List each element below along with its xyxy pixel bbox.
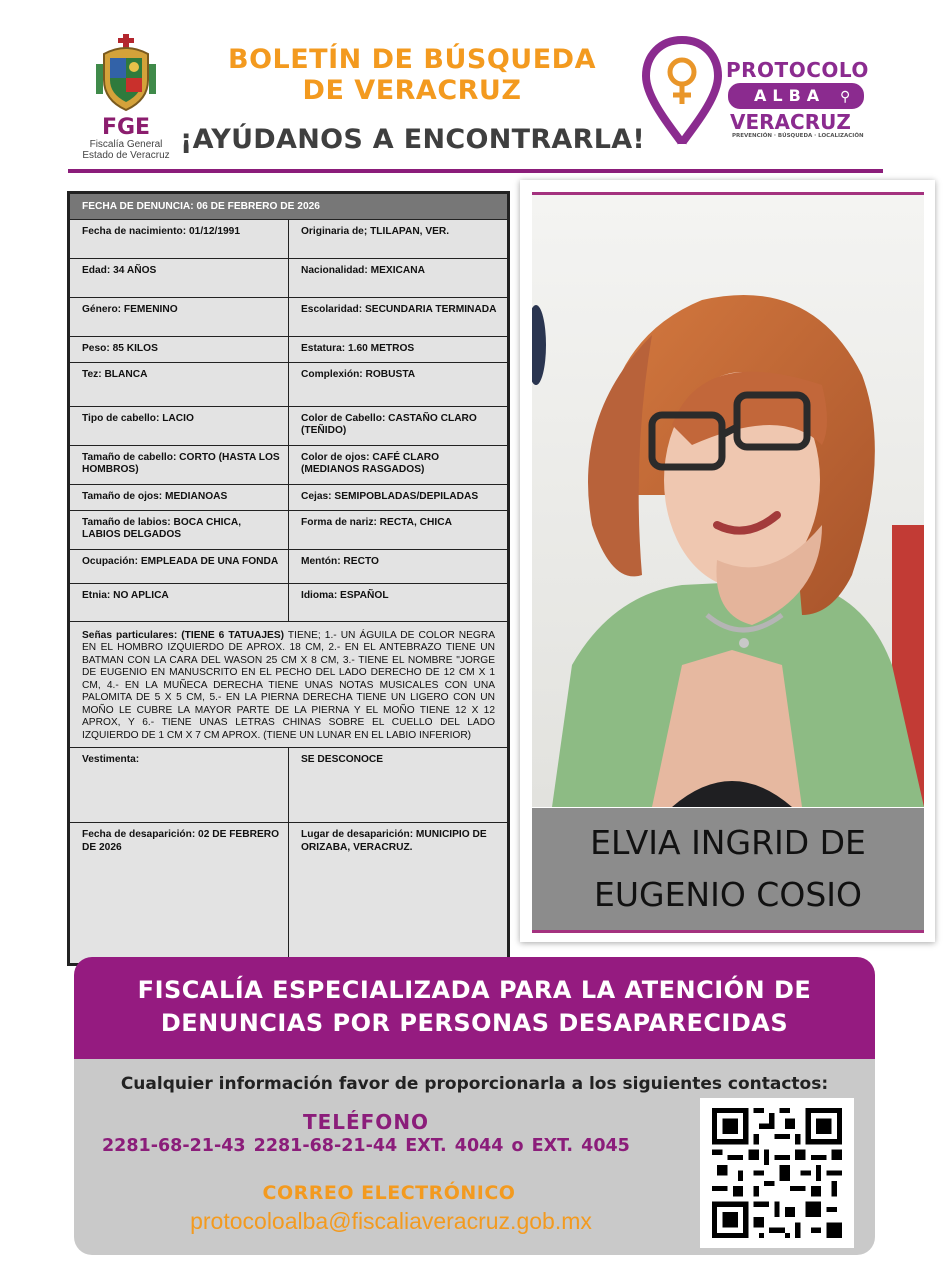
location-pin-venus-icon xyxy=(642,36,722,148)
qr-code[interactable] xyxy=(700,1098,854,1248)
schooling: Escolaridad: SECUNDARIA TERMINADA xyxy=(289,297,508,336)
build: Complexión: ROBUSTA xyxy=(289,362,508,406)
person-name-line1: ELVIA INGRID DE xyxy=(590,823,866,862)
missing-person-photo xyxy=(532,192,924,807)
header-divider xyxy=(68,169,883,173)
person-info-table xyxy=(67,191,510,966)
occupation: Ocupación: EMPLEADA DE UNA FONDA xyxy=(70,549,289,583)
origin: Originaria de; TLILAPAN, VER. xyxy=(289,219,508,258)
clothing-label: Vestimenta: xyxy=(70,748,289,823)
email-label: CORREO ELECTRÓNICO xyxy=(262,1182,516,1204)
bulletin-title-line2: DE VERACRUZ xyxy=(302,75,522,106)
weight: Peso: 85 KILOS xyxy=(70,336,289,362)
eye-color: Color de ojos: CAFÉ CLARO (MEDIANOS RASGADOS) xyxy=(289,445,508,484)
gender: Género: FEMENINO xyxy=(70,297,289,336)
age: Edad: 34 AÑOS xyxy=(70,258,289,297)
distinguishing-marks-label: Señas particulares: (TIENE 6 TATUAJES) xyxy=(82,629,285,641)
height: Estatura: 1.60 METROS xyxy=(289,336,508,362)
person-name xyxy=(532,808,924,933)
email-address[interactable]: protocoloalba@fiscaliaveracruz.gob.mx xyxy=(190,1208,592,1234)
ethnicity: Etnia: NO APLICA xyxy=(70,583,289,621)
bulletin-title xyxy=(212,44,612,106)
clothing-value: SE DESCONOCE xyxy=(289,748,508,823)
help-title: ¡AYÚDANOS A ENCONTRARLA! xyxy=(180,124,646,155)
birth-date: Fecha de nacimiento: 01/12/1991 xyxy=(70,219,289,258)
protocolo-word: PROTOCOLO xyxy=(726,58,869,82)
disappearance-place: Lugar de desaparición: MUNICIPIO DE ORIZABA, VERACRUZ. xyxy=(289,823,508,964)
fge-logo xyxy=(78,34,174,161)
phone-label: TELÉFONO xyxy=(302,1110,430,1134)
fiscalia-banner xyxy=(74,957,875,1059)
fge-name-line2: Estado de Veracruz xyxy=(82,150,170,161)
person-name-line2: EUGENIO COSIO xyxy=(594,875,862,914)
chin: Mentón: RECTO xyxy=(289,549,508,583)
fge-name-line1: Fiscalía General xyxy=(89,139,163,150)
distinguishing-marks-text: TIENE; 1.- UN ÁGUILA DE COLOR NEGRA EN EL HOMBRO IZQUIERDO DE APROX. 18 CM, 2.- EN EL ANTEBRAZO TIENE UN BATMAN CON LA CARA DEL WASON 25 CM X 8 CM, 3.- TIENE EL NOMBRE "JORGE DE EUGENIO EN MANUSCRITO EN EL PECHO DEL LADO DERECHO DE 12 CM X 1 CM, 4.- EN LA MUÑECA DERECHA TIENE UNAS NOTAS MUSICALES CON UNA PALOMITA DE 5 X 5 CM, 5.- EN LA PIERNA DERECHA TIENE UN LIGERO CON UN MOÑO LE CUBRE LA MAYOR PARTE DE LA PIERNA Y EL MOÑO TIENE 12 X 12 APROX, Y 6.- TIENE UNAS LETRAS CHINAS SOBRE EL CUELLO DEL LADO IZQUIERDO DE 1 CM X 7 CM APROX. (TIENE UN LUNAR EN EL LABIO INFERIOR) xyxy=(82,629,495,741)
contact-intro: Cualquier información favor de proporcionarla a los siguientes contactos: xyxy=(120,1074,829,1094)
language: Idioma: ESPAÑOL xyxy=(289,583,508,621)
distinguishing-marks xyxy=(70,621,508,748)
eye-size: Tamaño de ojos: MEDIANOAS xyxy=(70,484,289,510)
fiscalia-banner-line2: DENUNCIAS POR PERSONAS DESAPARECIDAS xyxy=(160,1009,789,1037)
fge-name xyxy=(78,139,174,161)
protocol-tagline: PREVENCIÓN · BÚSQUEDA · LOCALIZACIÓN xyxy=(732,133,864,139)
phone-numbers: 2281-68-21-43 2281-68-21-44 EXT. 4044 o EXT. 4045 xyxy=(102,1136,630,1156)
fiscalia-banner-line1: FISCALÍA ESPECIALIZADA PARA LA ATENCIÓN DE xyxy=(137,976,812,1004)
veracruz-coat-of-arms-icon xyxy=(96,34,156,112)
alba-word: ALBA xyxy=(754,86,826,105)
magnifier-icon: ⚲ xyxy=(840,88,851,104)
alba-pill xyxy=(728,83,864,109)
lip-size: Tamaño de labios: BOCA CHICA, LABIOS DELGADOS xyxy=(70,510,289,549)
report-date: FECHA DE DENUNCIA: 06 DE FEBRERO DE 2026 xyxy=(70,194,508,220)
photo-card xyxy=(520,180,935,942)
hair-length: Tamaño de cabello: CORTO (HASTA LOS HOMBROS) xyxy=(70,445,289,484)
hair-type: Tipo de cabello: LACIO xyxy=(70,406,289,445)
fge-acronym: FGE xyxy=(101,115,151,140)
nose-shape: Forma de nariz: RECTA, CHICA xyxy=(289,510,508,549)
hair-color: Color de Cabello: CASTAÑO CLARO (TEÑIDO) xyxy=(289,406,508,445)
veracruz-word: VERACRUZ xyxy=(730,110,851,134)
qr-code-icon xyxy=(700,1098,854,1248)
eyebrows: Cejas: SEMIPOBLADAS/DEPILADAS xyxy=(289,484,508,510)
bulletin-title-line1: BOLETÍN DE BÚSQUEDA xyxy=(228,44,596,75)
portrait-illustration xyxy=(532,195,924,807)
complexion-tone: Tez: BLANCA xyxy=(70,362,289,406)
disappearance-date: Fecha de desaparición: 02 DE FEBRERO DE 2026 xyxy=(70,823,289,964)
protocolo-alba-logo xyxy=(640,34,880,149)
nationality: Nacionalidad: MEXICANA xyxy=(289,258,508,297)
